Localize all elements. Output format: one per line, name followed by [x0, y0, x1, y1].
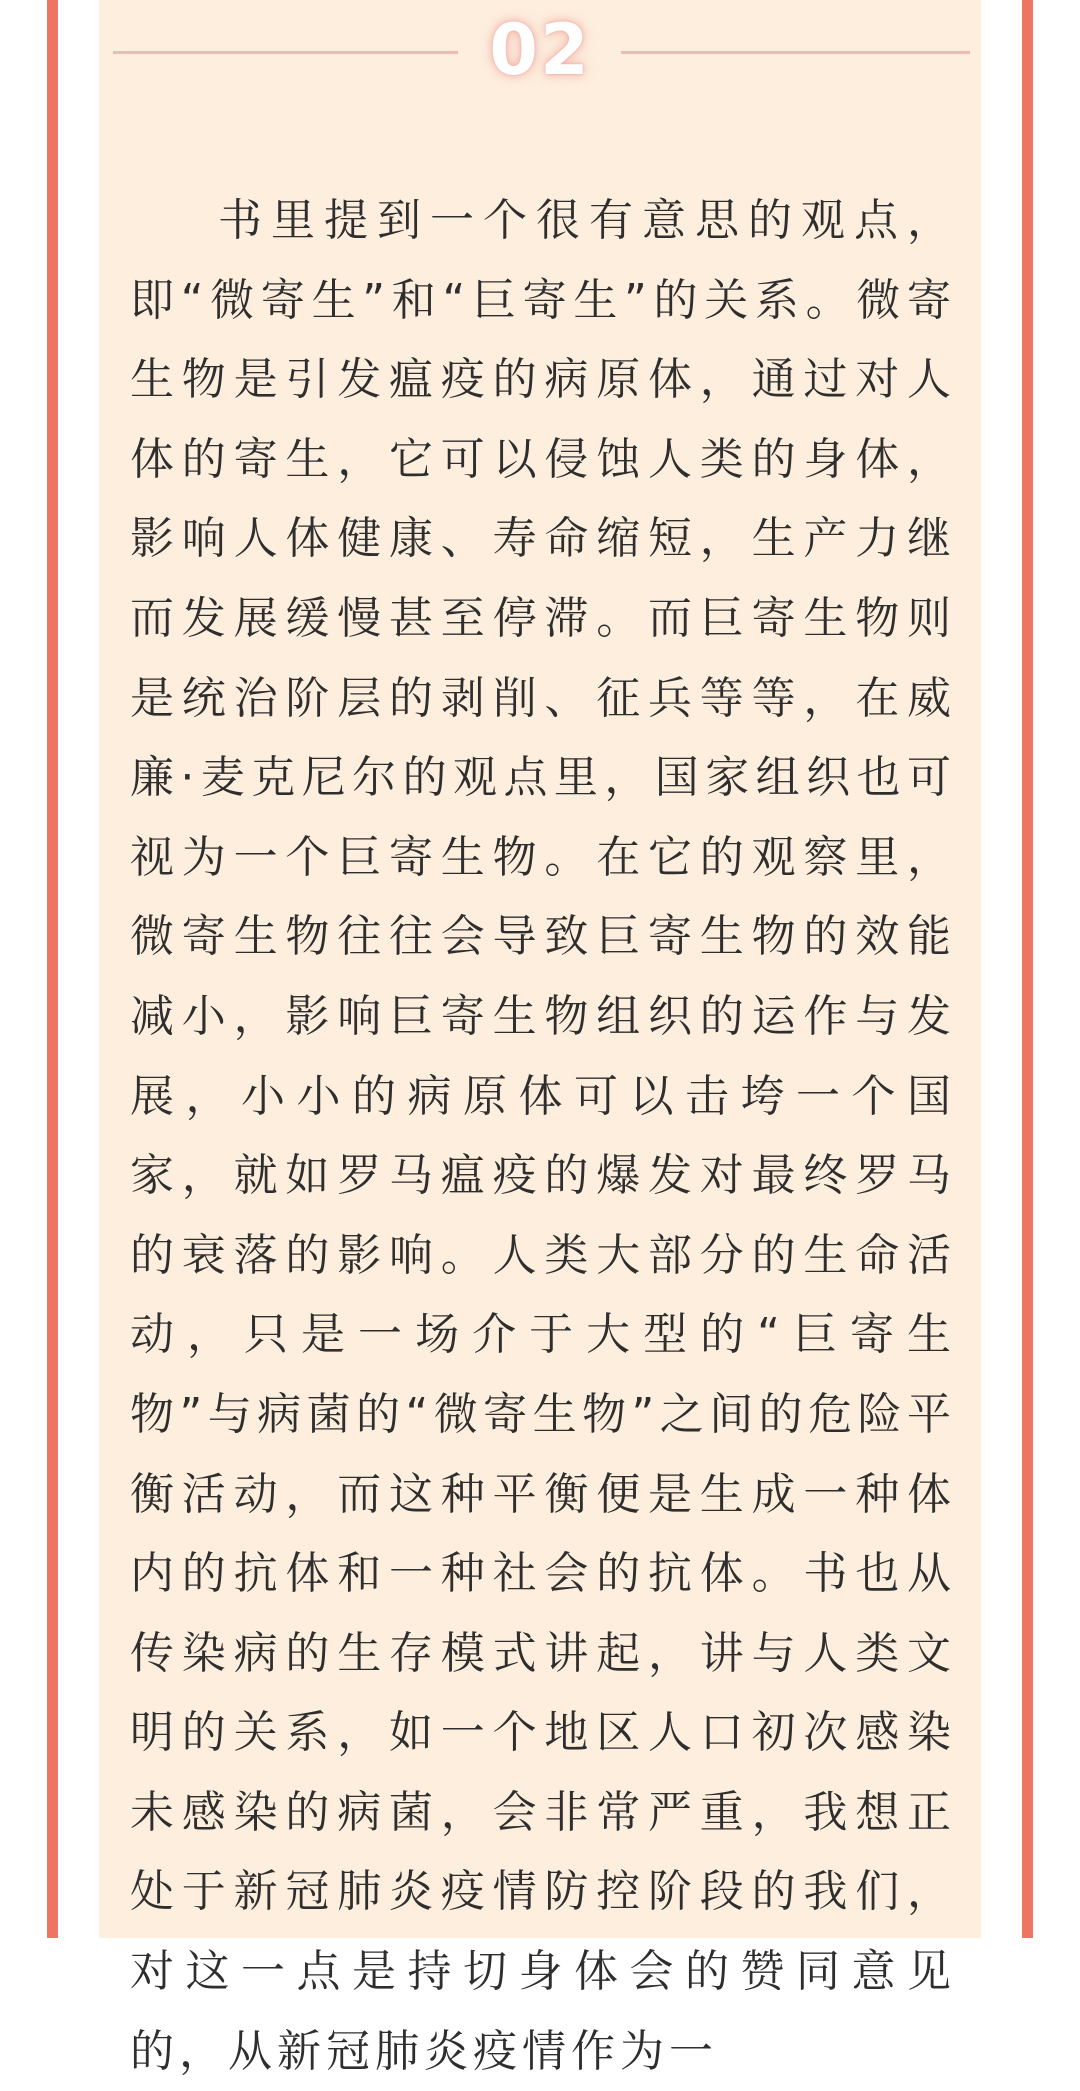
- section-number: 02: [489, 9, 591, 91]
- section-divider-right: [621, 51, 970, 54]
- article-paragraph: 书里提到一个很有意思的观点，即“微寄生”和“巨寄生”的关系。微寄生物是引发瘟疫的病原体，通过对人体的寄生，它可以侵蚀人类的身体，影响人体健康、寿命缩短，生产力继而发展缓慢甚至停滞。而巨寄生物则是统治阶层的剥削、征兵等等，在威廉·麦克尼尔的观点里，国家组织也可视为一个巨寄生物。在它的观察里，微寄生物往往会导致巨寄生物的效能减小，影响巨寄生物组织的运作与发展，小小的病原体可以击垮一个国家，就如罗马瘟疫的爆发对最终罗马的衰落的影响。人类大部分的生命活动，只是一场介于大型的“巨寄生物”与病菌的“微寄生物”之间的危险平衡活动，而这种平衡便是生成一种体内的抗体和一种社会的抗体。书也从传染病的生存模式讲起，讲与人类文明的关系，如一个地区人口初次感染未感染的病菌，会非常严重，我想正处于新冠肺炎疫情防控阶段的我们，对这一点是持切身体会的赞同意见的，从新冠肺炎疫情作为一: [130, 195, 956, 2077]
- section-divider-left: [113, 51, 458, 54]
